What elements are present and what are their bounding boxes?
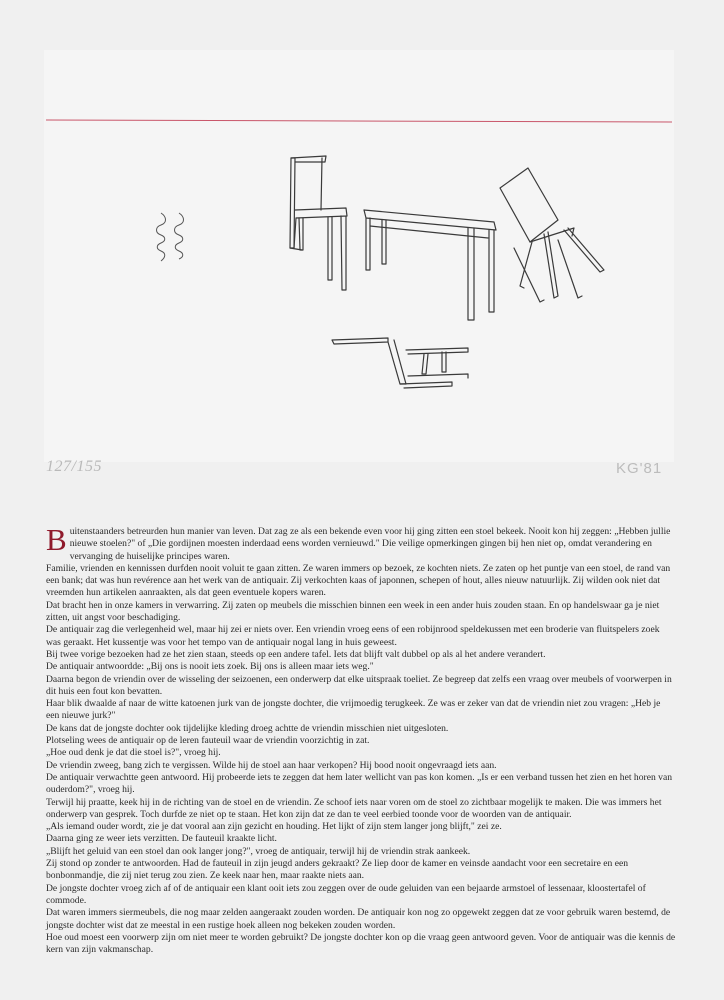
story-text [46,522,676,956]
paragraph: Dat waren immers siermeubels, die nog maar zelden aangeraakt zouden worden. De antiquair kon nog zo opgewekt zeggen dat ze voor gebruik waren bestemd, de jongste dochter wist dat ze meestal in een rustige hoek alleen nog bekeken zouden worden. [46,907,671,931]
paragraph: Plotseling wees de antiquair op de leren fauteuil waar de vriendin voorzichtig in zat. [46,735,370,747]
paragraph: Haar blik dwaalde af naar de witte katoenen jurk van de jongste dochter, die vrijmoedig terugkeek. Ze was er zeker van dat de vriendin niet zou vragen: „Heb je een nieuwe jurk?" [46,698,661,722]
paragraph: Dat bracht hen in onze kamers in verwarring. Zij zaten op meubels die misschien binnen een week in een ander huis zouden staan. En op handelswaar ga je niet zitten, uit angst voor beschadiging. [46,599,660,624]
paragraph: Hoe oud moest een voorwerp zijn om niet meer te worden gebruikt? De jongste dochter kon op die vraag geen antwoord geven. Voor de antiquair was die kennis de kern van zijn vakmanschap. [46,931,676,956]
paragraph: Familie, vrienden en kennissen durfden nooit voluit te gaan zitten. Ze waren immers op bezoek, ze kochten niets. Ze zaten op het puntje van een stoel, de rand van een bank; dat was hun revérence aan het werk van de antiquair. Zij verkochten kaas of japonnen, schepen of hout, alles nieuw natuurlijk. Zij wilden ook niet dat vreemden hun artikelen aanraakten, als dat geen eventuele kopers waren. [46,562,671,599]
paragraph: De antiquair zag die verlegenheid wel, maar hij zei er niets over. Een vriendin vroeg eens of een robijnrood speldekussen met een broderie van fluitspelers zoek was geraakt. Het kussentje was voor het tempo van de antiquair nogal lang in huis geweest. [46,624,660,648]
paragraph: Bij twee vorige bezoeken had ze het zien staan, steeds op een andere tafel. Iets dat blijft valt dubbel op als al het andere verandert. [46,648,546,660]
table-drawing [364,210,496,320]
paragraph: Daarna begon de vriendin over de wisseling der seizoenen, een onderwerp dat elke uitspraak toeliet. Ze begreep dat zelfs een vraag over meubels of voorwerpen in dit huis een fout kon bevatten. [46,673,672,697]
pencil-signature [157,213,184,261]
chair-left-drawing [290,156,347,290]
paragraph: „Hoe oud denk je dat die stoel is?", vroeg hij. [46,747,221,759]
paragraph: Zij stond op zonder te antwoorden. Had de fauteuil in zijn jeugd anders gekraakt? Ze liep door de kamer en veinsde aandacht voor een secretaire en een bonbonmandje, die zij niet terug zou zien. Ze keek naar hen, maar raakte niets aan. [46,858,629,882]
furniture-drawing [44,50,674,462]
paragraph: De antiquair verwachtte geen antwoord. Hij probeerde iets te zeggen dat hem later wellicht van pas kon komen. „Is er een verband tussen het zien en het horen van ouderdom?", vroeg hij. [46,771,673,796]
paragraph: Daarna ging ze weer iets verzitten. De fauteuil kraakte licht. [46,833,277,845]
paragraph: „Als iemand ouder wordt, zie je dat vooral aan zijn gezicht en houding. Het lijkt of zijn stem langer jong blijft," zei ze. [46,821,502,833]
drop-cap: B [46,522,67,557]
paragraph: Buitenstaanders betreurden hun manier van leven. Dat zag ze als een bekende even voor hij ging zitten een stoel bekeek. Nooit kon hij zeggen: „Hebben jullie nieuwe stoelen?" of „Die gordijnen moesten inderdaad eens worden vernieuwd." Die veilige opmerkingen gingen bij hen niet op, omdat verandering en vervanging de huiselijke principes waren. [46,522,671,562]
paragraph: Terwijl hij praatte, keek hij in de richting van de stoel en de vriendin. Ze schoof iets naar voren om de stoel zo zichtbaar mogelijk te maken. Die was immers het onderwerp van gesprek. Toch durfde ze niet op te staan. Het kon zijn dat ze dan te veel eerbied toonde voor de woorden van de antiquair. [46,796,662,820]
paragraph: De jongste dochter vroeg zich af of de antiquair een klant ooit iets zou zeggen over de oude geluiden van een bejaarde armstoel of lessenaar, kloostertafel of commode. [46,882,646,906]
chair-fallen-drawing [332,338,468,388]
red-line [46,120,672,122]
paragraph: De kans dat de jongste dochter ook tijdelijke kleding droeg achtte de vriendin misschien niet uitgesloten. [46,722,449,734]
paragraph: „Blijft het geluid van een stoel dan ook langer jong?", vroeg de antiquair, terwijl hij de vriendin strak aankeek. [46,845,471,857]
etching-plate [44,50,674,462]
artist-monogram-date: KG'81 [616,460,663,477]
chair-right-drawing [500,168,604,302]
paragraph: De vriendin zweeg, bang zich te vergissen. Wilde hij de stoel aan haar verkopen? Hij bood nooit ongevraagd iets aan. [46,759,497,771]
paragraph: De antiquair antwoordde: „Bij ons is nooit iets zoek. Bij ons is alleen maar iets weg." [46,661,374,673]
edition-number: 127/155 [46,458,102,475]
